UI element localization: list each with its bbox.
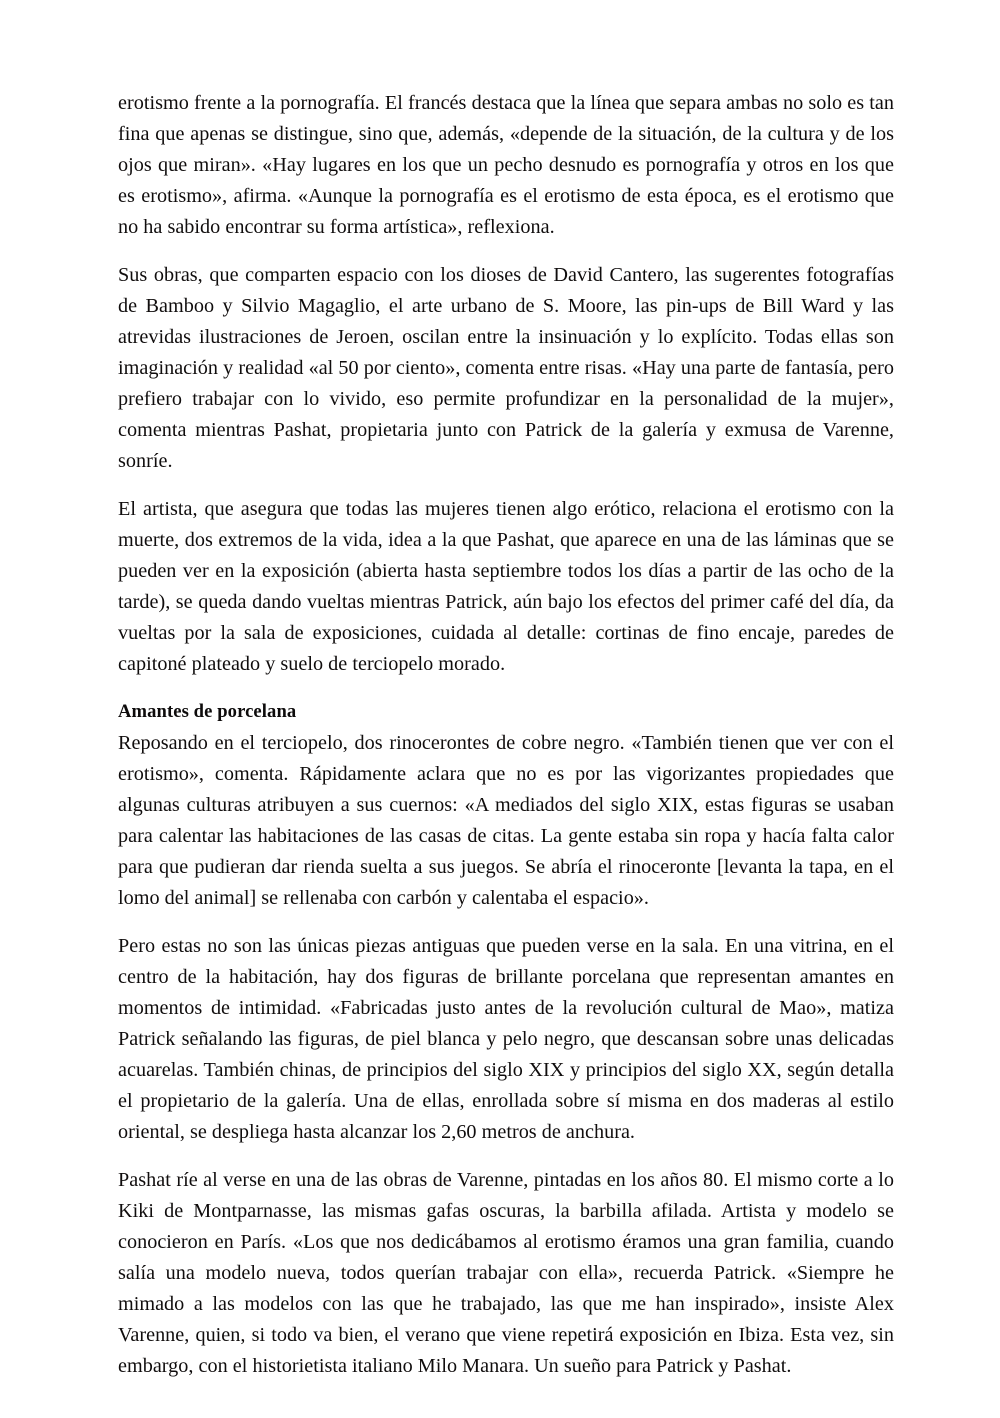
section-heading-amantes-de-porcelana: Amantes de porcelana (118, 701, 297, 722)
body-paragraph-5: Pero estas no son las únicas piezas antiguas que pueden verse en la sala. En una vitrina, en el centro de la habitación, hay dos figuras de brillante porcelana que representan amantes en momentos de intimidad. «Fabricadas justo antes de la revolución cultural de Mao», matiza Patrick señalando las figuras, de piel blanca y pelo negro, que descansan sobre unas delicadas acuarelas. También chinas, de principios del siglo XIX y principios del siglo XX, según detalla el propietario de la galería. Una de ellas, enrollada sobre sí misma en dos maderas al estilo oriental, se despliega hasta alcanzar los 2,60 metros de anchura. (118, 935, 894, 1143)
text-column (118, 88, 894, 1382)
body-paragraph-1: erotismo frente a la pornografía. El francés destaca que la línea que separa ambas no solo es tan fina que apenas se distingue, sino que, además, «depende de la situación, de la cultura y de los ojos que miran». «Hay lugares en los que un pecho desnudo es pornografía y otros en los que es erotismo», afirma. «Aunque la pornografía es el erotismo de esta época, es el erotismo que no ha sabido encontrar su forma artística», reflexiona. (118, 92, 894, 238)
body-paragraph-3: El artista, que asegura que todas las mujeres tienen algo erótico, relaciona el erotismo con la muerte, dos extremos de la vida, idea a la que Pashat, que aparece en una de las láminas que se pueden ver en la exposición (abierta hasta septiembre todos los días a partir de las ocho de la tarde), se queda dando vueltas mientras Patrick, aún bajo los efectos del primer café del día, da vueltas por la sala de exposiciones, cuidada al detalle: cortinas de fino encaje, paredes de capitoné plateado y suelo de terciopelo morado. (118, 498, 894, 675)
body-paragraph-4: Reposando en el terciopelo, dos rinocerontes de cobre negro. «También tienen que ver con el erotismo», comenta. Rápidamente aclara que no es por las vigorizantes propiedades que algunas culturas atribuyen a sus cuernos: «A mediados del siglo XIX, estas figuras se usaban para calentar las habitaciones de las casas de citas. La gente estaba sin ropa y hacía falta calor para que pudieran dar rienda suelta a sus juegos. Se abría el rinoceronte [levanta la tapa, en el lomo del animal] se rellenaba con carbón y calentaba el espacio». (118, 732, 894, 909)
body-paragraph-6: Pashat ríe al verse en una de las obras de Varenne, pintadas en los años 80. El mismo corte a lo Kiki de Montparnasse, las mismas gafas oscuras, la barbilla afilada. Artista y modelo se conocieron en París. «Los que nos dedicábamos al erotismo éramos una gran familia, cuando salía una modelo nueva, todos querían trabajar con ella», recuerda Patrick. «Siempre he mimado a las modelos con las que he trabajado, las que me han inspirado», insiste Alex Varenne, quien, si todo va bien, el verano que viene repetirá exposición en Ibiza. Esta vez, sin embargo, con el historietista italiano Milo Manara. Un sueño para Patrick y Pashat. (118, 1169, 894, 1377)
body-paragraph-2: Sus obras, que comparten espacio con los dioses de David Cantero, las sugerentes fotografías de Bamboo y Silvio Magaglio, el arte urbano de S. Moore, las pin-ups de Bill Ward y las atrevidas ilustraciones de Jeroen, oscilan entre la insinuación y lo explícito. Todas ellas son imaginación y realidad «al 50 por ciento», comenta entre risas. «Hay una parte de fantasía, pero prefiero trabajar con lo vivido, eso permite profundizar en la personalidad de la mujer», comenta mientras Pashat, propietaria junto con Patrick de la galería y exmusa de Varenne, sonríe. (118, 264, 894, 472)
